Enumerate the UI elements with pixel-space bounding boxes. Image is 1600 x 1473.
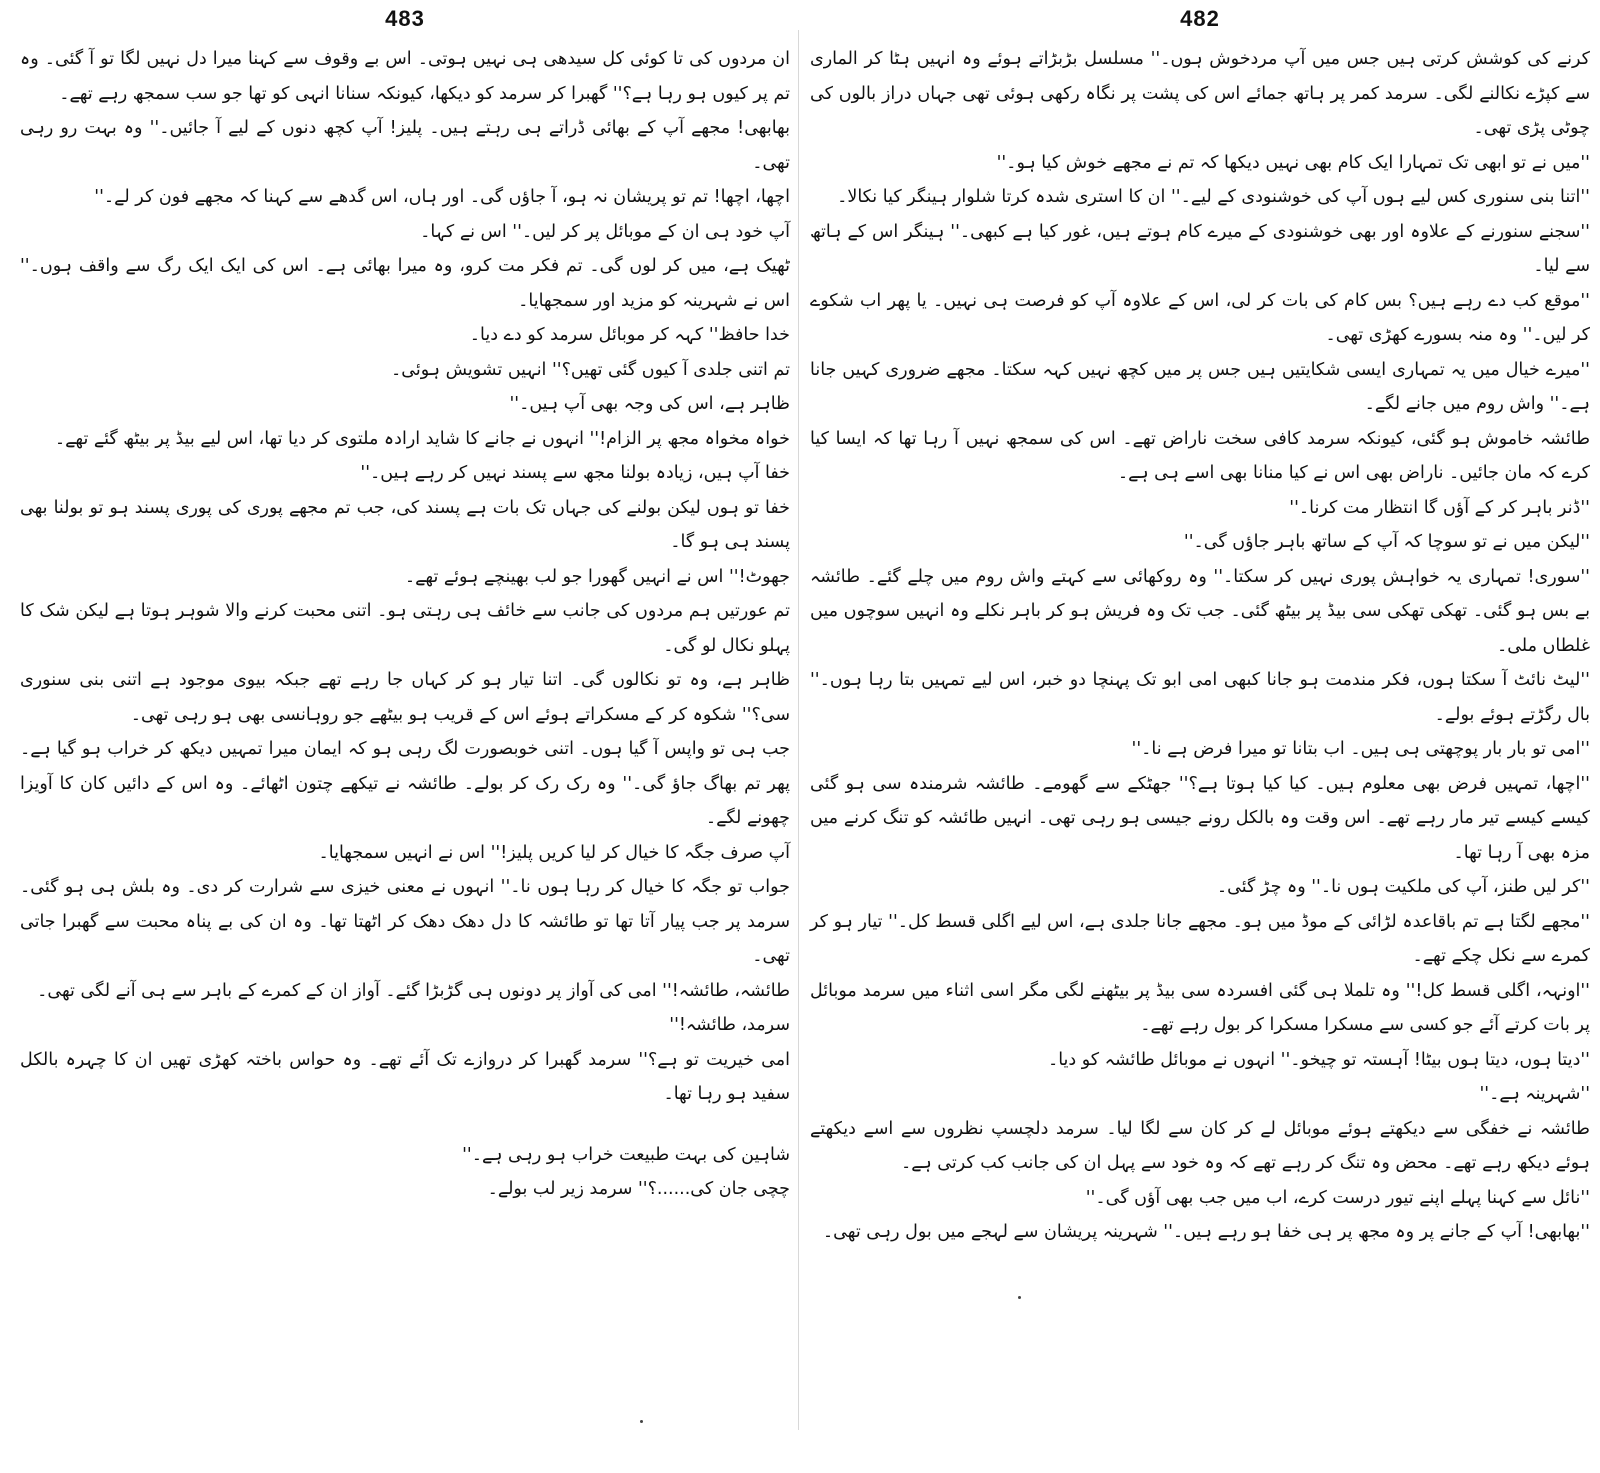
paragraph: خدا حافظ'' کہہ کر موبائل سرمد کو دے دیا۔ [469,325,790,345]
paragraph: ''موقع کب دے رہے ہیں؟ بس کام کی بات کر لی، اس کے علاوہ آپ کو فرصت ہی نہیں۔ یا پھر اب شکوے کر لیں۔'' وہ منہ بسورے کھڑی تھی۔ [810,290,1590,345]
paragraph: آپ خود ہی ان کے موبائل پر کر لیں۔'' اس نے کہا۔ [420,221,790,242]
paragraph: جواب تو جگہ کا خیال کر رہا ہوں نا۔'' انہوں نے معنی خیزی سے شرارت کر دی۔ وہ بلش ہی ہو گئی۔ سرمد پر جب پیار آتا تھا تو طائشہ کا دل دھک دھک کر اٹھتا تھا۔ وہ ان کی بے پناہ محبت سے گھبرا جاتی تھی۔ [20,877,790,966]
paragraph: چچی جان کی......؟'' سرمد زیر لب بولے۔ [487,1179,790,1199]
paragraph: امی خیریت تو ہے؟'' سرمد گھبرا کر دروازے تک آئے تھے۔ وہ حواس باختہ کھڑی تھیں ان کا چہرہ بالکل سفید ہو رہا تھا۔ [20,1049,790,1104]
left-page-text [20,42,790,1207]
left-page-number: 483 [385,6,425,31]
paragraph: ''کر لیں طنز، آپ کی ملکیت ہوں نا۔'' وہ چڑ گئی۔ [1216,877,1590,897]
print-speck [1018,1296,1021,1299]
paragraph: بھابھی! مجھے آپ کے بھائی ڈراتے ہی رہتے ہیں۔ پلیز! آپ کچھ دنوں کے لیے آ جائیں۔'' وہ بہت رو رہی تھی۔ [20,118,790,173]
paragraph: ''دیتا ہوں، دیتا ہوں بیٹا! آہستہ تو چیخو۔'' انہوں نے موبائل طائشہ کو دیا۔ [1047,1049,1590,1070]
paragraph: ''لیکن میں نے تو سوچا کہ آپ کے ساتھ باہر جاؤں گی۔'' [1183,532,1590,552]
paragraph: سرمد، طائشہ!'' [669,1015,790,1035]
paragraph: ''نائل سے کہنا پہلے اپنے تیور درست کرے، اب میں جب بھی آؤں گی۔'' [1085,1187,1590,1208]
paragraph: طائشہ نے خفگی سے دیکھتے ہوئے موبائل لے کر کان سے لگا لیا۔ سرمد دلچسپ نظروں سے اسے دیکھتے ہوئے دیکھ رہے تھے۔ محض وہ تنگ کر رہے تھے کہ وہ خود سے پہل ان کی جانب کب کرتی ہے۔ [810,1118,1590,1173]
paragraph: ظاہر ہے، اس کی وجہ بھی آپ ہیں۔'' [509,394,790,414]
paragraph: ''امی تو بار بار پوچھتی ہی ہیں۔ اب بتانا تو میرا فرض ہے نا۔'' [1131,739,1590,759]
paragraph: آپ صرف جگہ کا خیال کر لیا کریں پلیز!'' اس نے انہیں سمجھایا۔ [318,842,790,863]
right-page-number: 482 [1180,6,1220,31]
paragraph: ''شہرینہ ہے۔'' [1479,1084,1590,1104]
page-gutter [798,30,799,1430]
paragraph: طائشہ خاموش ہو گئی، کیونکہ سرمد کافی سخت ناراض تھے۔ اس کی سمجھ نہیں آ رہا تھا کہ ایسا کیا کرے کہ مان جائیں۔ ناراض بھی اس نے کیا منانا بھی اسے ہی ہے۔ [810,428,1590,483]
paragraph: ظاہر ہے، وہ تو نکالوں گی۔ اتنا تیار ہو کر کہاں جا رہے تھے جبکہ بیوی موجود ہے اتنی بنی سنوری سی؟'' شکوہ کر کے مسکراتے ہوئے اس کے قریب ہو بیٹھے جو روہانسی بھی ہو رہی تھی۔ [20,670,790,725]
paragraph: کرنے کی کوشش کرتی ہیں جس میں آپ مردخوش ہوں۔'' مسلسل بڑبڑاتے ہوئے وہ انہیں ہٹا کر الماری سے کپڑے نکالنے لگی۔ سرمد کمر پر ہاتھ جمائے اس کی پشت پر نگاہ رکھی ہوئی تھی جہاں دراز بالوں کی چوٹی پڑی تھی۔ [810,49,1590,138]
left-page [20,0,790,1473]
paragraph: ''اتنا بنی سنوری کس لیے ہوں آپ کی خوشنودی کے لیے۔'' ان کا استری شدہ کرتا شلوار ہینگر کیا نکالا۔ [837,187,1590,207]
paragraph: تم عورتیں ہم مردوں کی جانب سے خائف ہی رہتی ہو۔ اتنی محبت کرنے والا شوہر ہوتا ہے لیکن شک کا پہلو نکال لو گی۔ [20,601,790,656]
paragraph: خواہ مخواہ مجھ پر الزام!'' انہوں نے جانے کا شاید ارادہ ملتوی کر دیا تھا، اس لیے بیڈ پر بیٹھ گئے تھے۔ [54,428,790,449]
paragraph: شاہین کی بہت طبیعت خراب ہو رہی ہے۔'' [462,1144,790,1165]
paragraph: جب ہی تو واپس آ گیا ہوں۔ اتنی خوبصورت لگ رہی ہو کہ ایمان میرا تمہیں دیکھ کر خراب ہو گیا ہے۔ پھر تم بھاگ جاؤ گی۔'' وہ رک رک کر بولے۔ طائشہ نے تیکھے چتون اٹھائے۔ وہ اس کے دائیں کان کا آویزا چھونے لگے۔ [20,739,790,828]
paragraph: ''مجھے لگتا ہے تم باقاعدہ لڑائی کے موڈ میں ہو۔ مجھے جانا جلدی ہے، اس لیے اگلی قسط کل۔'' تیار ہو کر کمرے سے نکل چکے تھے۔ [810,911,1590,966]
paragraph: ''اونہہ، اگلی قسط کل!'' وہ تلملا ہی گئی افسردہ سی بیڈ پر بیٹھنے لگی مگر اسی اثناء میں سرمد موبائل پر بات کرتے آئے جو کسی سے مسکرا مسکرا کر بول رہے تھے۔ [810,980,1590,1035]
paragraph: ''اچھا، تمہیں فرض بھی معلوم ہیں۔ کیا کیا ہوتا ہے؟'' جھٹکے سے گھومے۔ طائشہ شرمندہ سی ہو گئی کیسے کیسے تیر مار رہے تھے۔ اس وقت وہ بالکل رونے جیسی ہو رہی تھی۔ انہیں طائشہ کو تنگ کرنے میں مزہ بھی آ رہا تھا۔ [810,773,1590,863]
paragraph: ان مردوں کی تا کوئی کل سیدھی ہی نہیں ہوتی۔ اس بے وقوف سے کہنا میرا دل نہیں لگا تو آ گئی۔ وہ تم پر کیوں ہو رہا ہے؟'' گھبرا کر سرمد کو دیکھا، کیونکہ سنانا انہی کو تھا جو سب سمجھ رہے تھے۔ [20,49,790,104]
paragraph: خفا آپ ہیں، زیادہ بولنا مجھ سے پسند نہیں کر رہے ہیں۔'' [360,463,790,483]
paragraph: ٹھیک ہے، میں کر لوں گی۔ تم فکر مت کرو، وہ میرا بھائی ہے۔ اس کی ایک ایک رگ سے واقف ہوں۔'' اس نے شہرینہ کو مزید اور سمجھایا۔ [20,256,790,311]
paragraph: ''ڈنر باہر کر کے آؤں گا انتظار مت کرنا۔'' [1289,497,1590,518]
print-speck [640,1420,643,1423]
paragraph: ''لیٹ نائٹ آ سکتا ہوں، فکر مندمت ہو جانا کبھی امی ابو تک پہنچا دو خبر، اس لیے تمہیں بتا رہا ہوں۔'' بال رگڑتے ہوئے بولے۔ [810,670,1590,725]
paragraph: ''سجنے سنورنے کے علاوہ اور بھی خوشنودی کے میرے کام ہوتے ہیں، غور کیا ہے کبھی۔'' ہینگر اس کے ہاتھ سے لیا۔ [810,221,1590,276]
paragraph: تم اتنی جلدی آ کیوں گئی تھیں؟'' انہیں تشویش ہوئی۔ [391,359,790,380]
paragraph: ''بھابھی! آپ کے جانے پر وہ مجھ پر ہی خفا ہو رہے ہیں۔'' شہرینہ پریشان سے لہجے میں بول رہی تھی۔ [822,1222,1590,1242]
paragraph: خفا تو ہوں لیکن بولنے کی جہاں تک بات ہے پسند کی، جب تم مجھے پوری کی پوری پسند ہو تو بولنا بھی پسند ہی ہو گا۔ [20,497,790,552]
paragraph: ''میں نے تو ابھی تک تمہارا ایک کام بھی نہیں دیکھا کہ تم نے مجھے خوش کیا ہو۔'' [996,152,1590,173]
paragraph: اچھا، اچھا! تم تو پریشان نہ ہو، آ جاؤں گی۔ اور ہاں، اس گدھے سے کہنا کہ مجھے فون کر لے۔'' [94,187,790,207]
right-page-text [810,42,1590,1250]
paragraph: ''سوری! تمہاری یہ خواہش پوری نہیں کر سکتا۔'' وہ روکھائی سے کہتے واش روم میں چلے گئے۔ طائشہ بے بس ہو گئی۔ تھکی تھکی سی بیڈ پر بیٹھ گئی۔ جب تک وہ فریش ہو کر باہر نکلے وہ انہیں سوچوں میں غلطاں ملی۔ [810,566,1590,656]
paragraph: طائشہ، طائشہ!'' امی کی آواز پر دونوں ہی گڑبڑا گئے۔ آواز ان کے کمرے کے باہر سے ہی آنے لگی تھی۔ [37,980,790,1001]
right-page [810,0,1590,1473]
paragraph: جھوٹ!'' اس نے انہیں گھورا جو لب بھینچے ہوئے تھے۔ [404,566,790,587]
paragraph: ''میرے خیال میں یہ تمہاری ایسی شکایتیں ہیں جس پر میں کچھ نہیں کہہ سکتا۔ مجھے ضروری کہیں جانا ہے۔'' واش روم میں جانے لگے۔ [810,359,1590,414]
